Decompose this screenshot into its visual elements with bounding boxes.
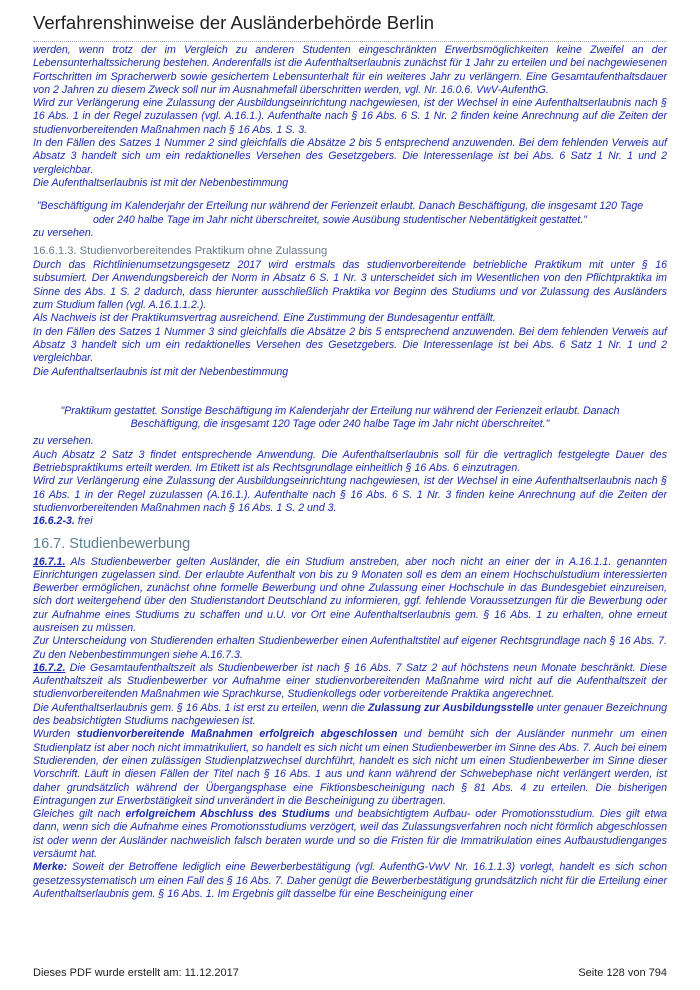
paragraph: Merke: Soweit der Betroffene lediglich eine Bewerberbestätigung (vgl. AufenthG-VwV Nr. 16.1.1.3) vorlegt, handelt es sich schon gesetzessystematisch um einen Fall des § 16 Abs. 7. Daher genügt die Bewerberbestätigung grundsätzlich nicht für die Erteilung einer Aufenthaltserlaubnis gem. § 16 Abs. 1. Im Ergebnis gilt dasselbe für eine Bescheinigung einer [33, 861, 667, 900]
emphasis: Zulassung zur Ausbildungsstelle [368, 701, 534, 714]
paragraph: Wird zur Verlängerung eine Zulassung der Ausbildungseinrichtung nachgewiesen, ist der Wechsel in eine Aufenthaltserlaubnis nach § 16 Abs. 1 in der Regel zuzulassen (vgl. A.16.1.). Aufenthalte nach § 16 Abs. 6 S. 1 Nr. 2 finden keine Anrechnung auf die Zeiten der studienvorbereitenden Maßnahmen nach § 16 Abs. 1 S. 3. [33, 97, 667, 136]
paragraph: Durch das Richtlinienumsetzungsgesetz 2017 wird erstmals das studienvorbereitende betriebliche Praktikum mit unter § 16 subsumiert. Der Anwendungsbereich der Norm in Absatz 6 S. 1 Nr. 3 unterscheidet sich im Wesentlichen von den Pflichtpraktika im Sinne des Abs. 1 S. 2 dadurch, dass hierunter ausschließlich Praktika vor Beginn des Studiums und vor Zulassung des Ausländers zum Studium fallen (vgl. A.16.1.1.2.). [33, 259, 667, 312]
paragraph: Die Aufenthaltserlaubnis ist mit der Nebenbestimmung [33, 176, 289, 189]
section-number: 16.6.2-3. [33, 515, 75, 528]
paragraph: Wurden studienvorbereitende Maßnahmen erfolgreich abgeschlossen und bemüht sich der Ausländer nunmehr um einen Studienplatz ist aber noch nicht immatrikuliert, so handelt es sich nicht um einen Studienbewerber im Sinne des Abs. 7. Auch bei einem Studierenden, der einen zulässigen Studienplatzwechsel durchführt, handelt es sich nicht um einen Studienbewerber im Sinne dieser Vorschrift. Läuft in diesen Fällen der Titel nach § 16 Abs. 1 aus und kann während der Schwebephase nicht verlängert werden, ist daher grundsätzlich während der Übergangsphase eine Fiktionsbescheinigung nach § 81 Abs. 4 zu erteilen. Die bisherigen Eintragungen zur Erwerbstätigkeit sind unverändert in die Bescheinigung zu übertragen. [33, 728, 668, 807]
footer-created-date: Dieses PDF wurde erstellt am: 11.12.2017 [33, 967, 239, 979]
document-body [33, 44, 667, 901]
section-link-16-7-2[interactable]: 16.7.2. [33, 661, 66, 674]
paragraph: Auch Absatz 2 Satz 3 findet entsprechende Anwendung. Die Aufenthaltserlaubnis soll für die vertraglich festgelegte Dauer des Betriebspraktikums erteilt werden. Im Etikett ist als Rechtsgrundlage einheitlich § 16 Abs. 6 einzutragen. [33, 448, 667, 475]
paragraph: In den Fällen des Satzes 1 Nummer 2 sind gleichfalls die Absätze 2 bis 5 entsprechend anzuwenden. Bei dem fehlenden Verweis auf Absatz 3 handelt sich um ein redaktionelles Versehen des Gesetzgebers. Die Interessenlage ist bei Abs. 6 Satz 1 Nr. 1 und 2 vergleichbar. [33, 137, 667, 176]
paragraph: 16.7.1. Als Studienbewerber gelten Ausländer, die ein Studium anstreben, aber noch nicht an einer der in A.16.1.1. genannten Einrichtungen zugelassen sind. Der erlaubte Aufenthalt von bis zu 9 Monaten soll es dem an einem Hochschulstudium interessierten Bewerber ermöglichen, zunächst ohne formelle Bewerbung und ohne Zulassung einer Hochschule in das Bundesgebiet einzureisen, sich dort weitergehend über den Studienstandort Deutschland zu informieren, ggf. fehlende Voraussetzungen für die Bewerbung oder zur Aufnahme eines Studiums zu schaffen und u.U. vor Ort eine Aufenthaltserlaubnis gem. § 16 Abs. 1 zu erhalten, ohne erneut ausreisen zu müssen. [33, 555, 667, 634]
paragraph: Die Aufenthaltserlaubnis gem. § 16 Abs. 1 ist erst zu erteilen, wenn die Zulassung zur Ausbildungsstelle unter genauer Bezeichnung des beabsichtigten Studiums nachgewiesen ist. [33, 701, 667, 728]
paragraph: Wird zur Verlängerung eine Zulassung der Ausbildungseinrichtung nachgewiesen, ist der Wechsel in eine Aufenthaltserlaubnis nach § 16 Abs. 1 in der Regel zuzulassen (A.16.1.). Aufenthalte nach § 16 Abs. 6 S. 1 Nr. 3 finden keine Anrechnung auf die Zeiten der studienvorbereitenden Maßnahmen nach § 16 Abs. 1 S. 2 und 3. [33, 475, 667, 514]
paragraph: zu versehen. [33, 435, 94, 448]
paragraph: Die Aufenthaltserlaubnis ist mit der Nebenbestimmung [33, 365, 289, 378]
paragraph: Gleiches gilt nach erfolgreichem Abschluss des Studiums und beabsichtigtem Aufbau- oder Promotionsstudium. Dies gilt etwa dann, wenn sich die Aufnahme eines Promotionsstudiums verzögert, weil das Zulassungsverfahren noch nicht förmlich abgeschlossen ist oder wenn der Ausländer nachweislich falsch beraten wurde und so die Fristen für die Immatrikulation eines Aufbaustudienganges versäumt hat. [33, 808, 668, 861]
section-link-16-7-1[interactable]: 16.7.1. [33, 555, 66, 568]
footer-page-number: Seite 128 von 794 [578, 967, 667, 979]
paragraph: zu versehen. [33, 226, 94, 239]
paragraph: 16.6.2-3. frei [33, 515, 93, 528]
emphasis: erfolgreichem Abschluss des Studiums [125, 808, 331, 821]
paragraph: Als Nachweis ist der Praktikumsvertrag ausreichend. Eine Zustimmung der Bundesagentur entfällt. [33, 312, 496, 325]
paragraph: 16.7.2. Die Gesamtaufenthaltszeit als Studienbewerber ist nach § 16 Abs. 7 Satz 2 auf höchstens neun Monate beschränkt. Diese Aufenthaltszeit als Studienbewerber vor Aufnahme einer studienvorbereitenden Maßnahme wird nicht auf die Aufenthaltszeit der studienvorbereitenden Maßnahmen wie Sprachkurse, Studienkollegs oder vorbereitende Praktika angerechnet. [33, 661, 667, 701]
quoted-condition: "Praktikum gestattet. Sonstige Beschäftigung im Kalenderjahr der Erteilung nur während der Ferienzeit erlaubt. Danach Beschäftigung, die insgesamt 120 Tage oder 240 halbe Tage im Jahr nicht überschreitet." [60, 404, 620, 431]
note-label: Merke: [33, 861, 68, 874]
section-heading: 16.7. Studienbewerbung [33, 535, 191, 552]
paragraph: In den Fällen des Satzes 1 Nummer 3 sind gleichfalls die Absätze 2 bis 5 entsprechend anzuwenden. Bei dem fehlenden Verweis auf Absatz 3 handelt sich um ein redaktionelles Versehen des Gesetzgebers. Die Interessenlage ist bei Abs. 6 Satz 1 Nr. 1 und 2 vergleichbar. [33, 325, 667, 365]
quoted-condition: "Beschäftigung im Kalenderjahr der Erteilung nur während der Ferienzeit erlaubt. Danach Beschäftigung, die insgesamt 120 Tage oder 240 halbe Tage im Jahr nicht überschreitet, sowie Ausübung studentischer Nebentätigkeit gestattet." [36, 200, 644, 226]
page-header-title: Verfahrenshinweise der Ausländerbehörde Berlin [33, 12, 667, 42]
emphasis: studienvorbereitende Maßnahmen erfolgreich abgeschlossen [76, 728, 398, 741]
paragraph: Zur Unterscheidung von Studierenden erhalten Studienbewerber einen Aufenthaltstitel auf eigener Rechtsgrundlage nach § 16 Abs. 7. Zu den Nebenbestimmungen siehe A.16.7.3. [33, 635, 667, 661]
subsection-heading: 16.6.1.3. Studienvorbereitendes Praktikum ohne Zulassung [33, 245, 328, 258]
paragraph: werden, wenn trotz der im Vergleich zu anderen Studenten eingeschränkten Erwerbsmöglichkeiten keine Zweifel an der Lebensunterhaltssicherung bestehen. Anderenfalls ist die Aufenthaltserlaubnis zunächst für 1 Jahr zu erteilen und bei nachgewiesenen Fortschritten im Spracherwerb sowie gesichertem Lebensunterhalt für ein weiteres Jahr zu verlängern. Eine Gesamtaufenthaltsdauer von 2 Jahren zu diesem Zweck soll nur im Ausnahmefall überschritten werden, vgl. Nr. 16.0.6. VwV-AufenthG. [33, 44, 667, 96]
